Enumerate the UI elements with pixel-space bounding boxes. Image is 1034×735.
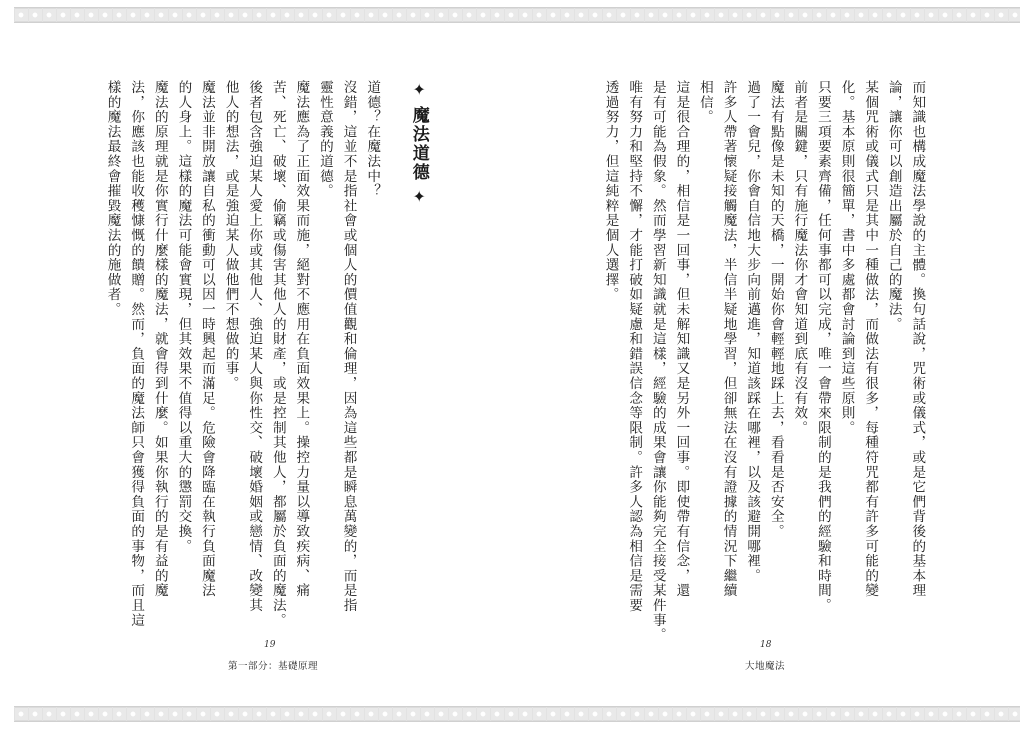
paragraph-line: 過了一會兒，你會自信地大步向前邁進，知道該踩在哪裡，以及該避開哪裡。 [744, 80, 761, 584]
left-page-text [100, 80, 445, 628]
bottom-decorative-border [14, 706, 1020, 722]
right-page [598, 80, 968, 643]
paragraph-line: 唯有努力和堅持不懈，才能打破如疑慮和錯誤信念等限制。許多人認為相信是需要 [626, 80, 643, 613]
paragraph-line: 他人的想法，或是強迫某人做他們不想做的事。 [222, 80, 239, 391]
left-running-head: 第一部分：基礎原理 [228, 661, 319, 672]
diamond-ornament-icon: ✦ [409, 80, 429, 101]
paragraph-line: 樣的魔法最終會摧毀魔法的施做者。 [104, 80, 121, 317]
paragraph-line: 許多人帶著懷疑接觸魔法，半信半疑地學習，但卻無法在沒有證據的情況下繼續 [720, 80, 737, 598]
paragraph-line: 論，讓你可以創造出屬於自己的魔法。 [885, 80, 902, 332]
paragraph-line: 魔法的原理就是你實行什麼樣的魔法，就會得到什麼。如果你執行的是有益的魔 [151, 80, 168, 598]
paragraph-line: 法，你應該也能收穫慷慨的饋贈。然而，負面的魔法師只會獲得負面的事物，而且這 [128, 80, 145, 628]
paragraph-line: 道德？在魔法中？ [364, 80, 381, 199]
paragraph-line: 只要三項要素齊備，任何事都可以完成，唯一會帶來限制的是我們的經驗和時間。 [814, 80, 831, 613]
paragraph-line: 沒錯，這並不是指社會或個人的價值觀和倫理，因為這些都是瞬息萬變的，而是指 [340, 80, 357, 613]
paragraph-line: 靈性意義的道德。 [316, 80, 333, 199]
paragraph-line: 相信。 [696, 80, 713, 125]
top-decorative-border [14, 7, 1020, 23]
paragraph-line: 的人身上。這樣的魔法可能會實現，但其效果不值得以重大的懲罰交換。 [175, 80, 192, 554]
paragraph-line: 魔法應為了正面效果而施，絕對不應用在負面效果上。操控力量以導致疾病、痛 [293, 80, 310, 598]
paragraph-line: 前者是關鍵，只有施行魔法你才會知道到底有沒有效。 [791, 80, 808, 436]
paragraph-line: 魔法有點像是未知的天橋，一開始你會輕輕地踩上去，看看是否安全。 [767, 80, 784, 539]
section-title: 魔法道德 [408, 105, 429, 182]
paragraph-line: 而知識也構成魔法學說的主體。換句話說，咒術或儀式，或是它們背後的基本理 [909, 80, 926, 598]
paragraph-line: 是有可能為假象。然而學習新知識就是這樣，經驗的成果會讓你能夠完全接受某件事。 [649, 80, 666, 643]
paragraph-line: 某個咒術或儀式只是其中一種做法，而做法有很多，每種符咒都有許多可能的變 [862, 80, 879, 598]
section-heading [383, 80, 445, 620]
left-page [100, 80, 504, 628]
paragraph-line: 這是很合理的，相信是一回事，但未解知識又是另外一回事。即使帶有信念，還 [673, 80, 690, 598]
left-page-number: 19 [264, 640, 276, 650]
diamond-ornament-icon: ✦ [409, 187, 429, 208]
paragraph-line: 苦、死亡、破壞、偷竊或傷害其他人的財產，或是控制其他人，都屬於負面的魔法。 [269, 80, 286, 628]
right-page-number: 18 [760, 640, 772, 650]
right-page-text [598, 80, 928, 643]
paragraph-line: 透過努力，但這純粹是個人選擇。 [602, 80, 619, 302]
paragraph-line: 化。基本原則很簡單，書中多處都會討論到這些原則。 [838, 80, 855, 436]
paragraph-line: 後者包含強迫某人愛上你或其他人、強迫某人與你性交、破壞婚姻或戀情、改變其 [246, 80, 263, 613]
right-running-head: 大地魔法 [745, 661, 786, 672]
paragraph-line: 魔法並非開放讓自私的衝動可以因一時興起而滿足。危險會降臨在執行負面魔法 [198, 80, 215, 598]
